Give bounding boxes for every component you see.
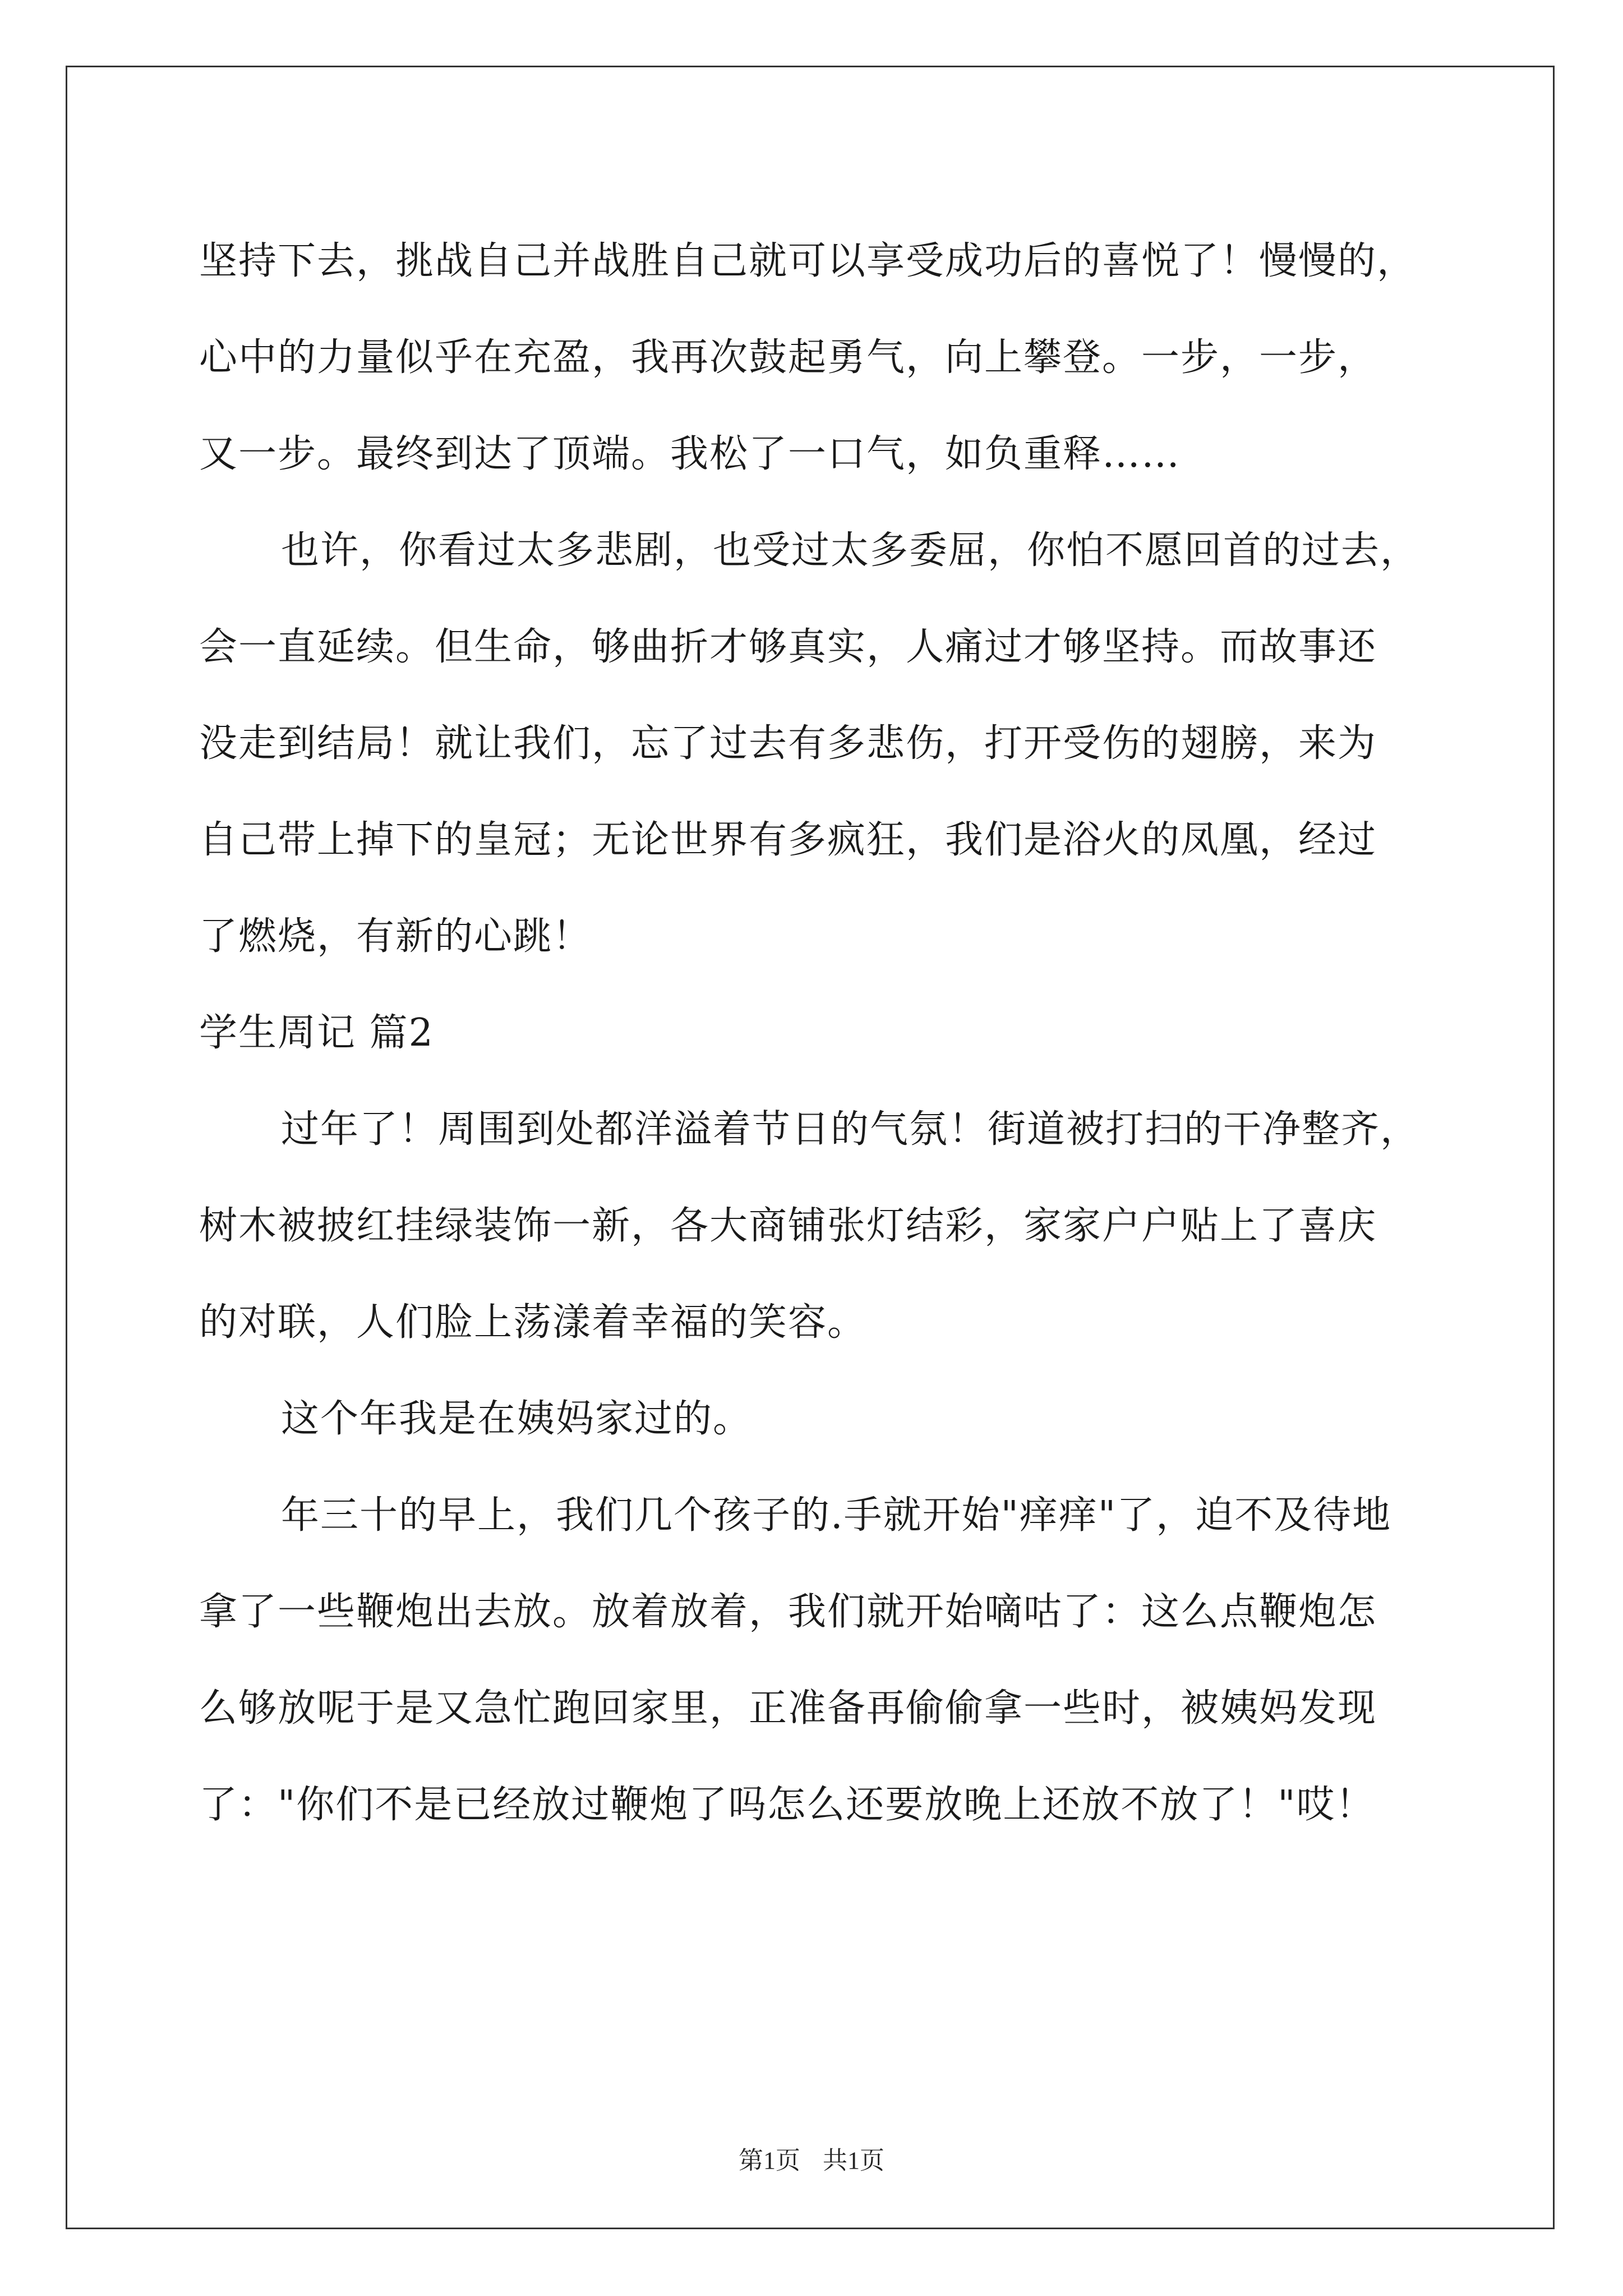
text-line: 了："你们不是已经放过鞭炮了吗怎么还要放晚上还放不放了！"哎！ bbox=[199, 1783, 1375, 1827]
text-line: 的对联，人们脸上荡漾着幸福的笑容。 bbox=[199, 1300, 867, 1345]
text-line: 心中的力量似乎在充盈，我再次鼓起勇气，向上攀登。一步，一步， bbox=[199, 335, 1377, 380]
paragraph-start: 这个年我是在姨妈家过的。 bbox=[281, 1397, 753, 1441]
text-line: 没走到结局！就让我们，忘了过去有多悲伤，打开受伤的翅膀，来为 bbox=[199, 721, 1377, 766]
document-body bbox=[199, 213, 1461, 1853]
section-heading: 学生周记 篇2 bbox=[199, 1011, 434, 1055]
text-line: 会一直延续。但生命，够曲折才够真实，人痛过才够坚持。而故事还 bbox=[199, 625, 1377, 669]
page-total: 共1页 bbox=[823, 2147, 884, 2174]
paragraph-start: 也许，你看过太多悲剧，也受过太多委屈，你怕不愿回首的过去， bbox=[281, 528, 1420, 573]
text-line: 了燃烧，有新的心跳！ bbox=[199, 914, 592, 959]
page-number: 第1页 bbox=[739, 2147, 800, 2174]
paragraph-start: 年三十的早上，我们几个孩子的.手就开始"痒痒"了，迫不及待地 bbox=[281, 1493, 1392, 1538]
text-line: 树木被披红挂绿装饰一新，各大商铺张灯结彩，家家户户贴上了喜庆 bbox=[199, 1204, 1377, 1248]
text-line: 自己带上掉下的皇冠；无论世界有多疯狂，我们是浴火的凤凰，经过 bbox=[199, 818, 1377, 862]
text-line: 拿了一些鞭炮出去放。放着放着，我们就开始嘀咕了：这么点鞭炮怎 bbox=[199, 1590, 1377, 1634]
text-line: 坚持下去，挑战自己并战胜自己就可以享受成功后的喜悦了！慢慢的， bbox=[199, 239, 1417, 283]
text-line: 么够放呢于是又急忙跑回家里，正准备再偷偷拿一些时，被姨妈发现 bbox=[199, 1686, 1377, 1731]
text-line: 又一步。最终到达了顶端。我松了一口气，如负重释…… bbox=[199, 432, 1181, 476]
page-footer bbox=[0, 2140, 1623, 2176]
paragraph-start: 过年了！周围到处都洋溢着节日的气氛！街道被打扫的干净整齐， bbox=[281, 1107, 1420, 1152]
